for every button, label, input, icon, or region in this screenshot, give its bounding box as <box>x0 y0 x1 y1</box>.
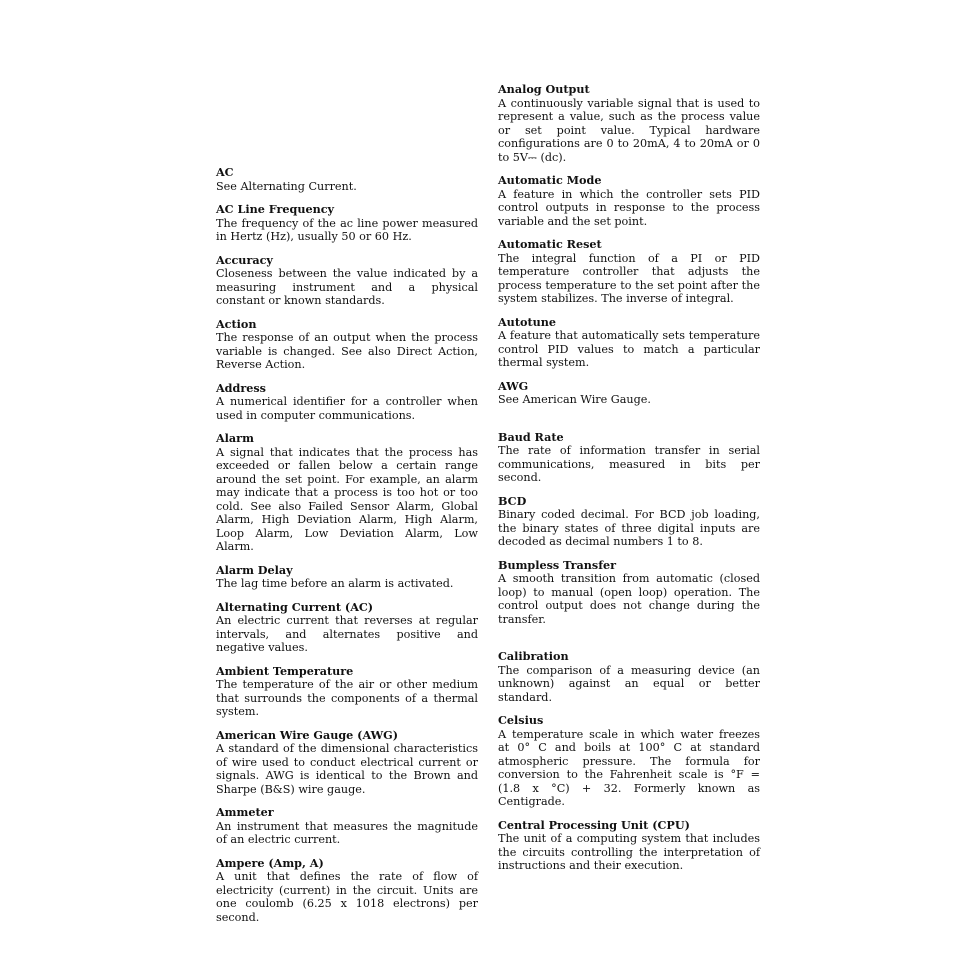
glossary-definition: Binary coded decimal. For BCD job loading, the binary states of three digital inputs are decoded as decimal numbers 1 to 8. <box>498 508 760 548</box>
glossary-term: Alarm <box>216 431 254 445</box>
glossary-entry <box>498 316 760 370</box>
glossary-entry <box>216 254 478 308</box>
glossary-definition: The frequency of the ac line power measured in Hertz (Hz), usually 50 or 60 Hz. <box>216 216 478 243</box>
glossary-definition: The temperature of the air or other medium that surrounds the components of a thermal system. <box>216 678 478 718</box>
glossary-entry <box>498 83 760 164</box>
glossary-entry <box>216 729 478 797</box>
glossary-term: Accuracy <box>216 252 273 267</box>
glossary-term: Analog Output <box>498 82 590 96</box>
glossary-term: Address <box>216 380 266 395</box>
glossary-definition: The comparison of a measuring device (an unknown) against an equal or better standard. <box>498 663 760 704</box>
glossary-definition: Closeness between the value indicated by a measuring instrument and a physical constant or known standards. <box>216 267 478 307</box>
glossary-term: Central Processing Unit (CPU) <box>498 817 690 832</box>
glossary-term: Automatic Reset <box>498 237 602 251</box>
glossary-definition: A signal that indicates that the process has exceeded or fallen below a certain range around the set point. For example, an alarm may indicate that a process is too hot or too cold. See also Failed Sensor Alarm, Global Alarm, High Deviation Alarm, High Alarm, Loop Alarm, Low Deviation Alarm, Low Alarm. <box>216 445 478 553</box>
glossary-definition: A feature that automatically sets temperature control PID values to match a particular thermal system. <box>498 329 760 369</box>
glossary-definition: The lag time before an alarm is activated. <box>216 577 454 590</box>
glossary-entry <box>498 380 760 407</box>
glossary-entry <box>498 238 760 306</box>
glossary-definition: A temperature scale in which water freezes at 0° C and boils at 100° C at standard atmospheric pressure. The formula for conversion to the Fahrenheit scale is °F = (1.8 x °C) + 32. Formerly known as Centigrade. <box>498 727 760 808</box>
glossary-term: Alternating Current (AC) <box>216 599 374 614</box>
glossary-entry <box>498 495 760 549</box>
glossary-entry <box>216 665 478 719</box>
glossary-definition: A standard of the dimensional characteristics of wire used to conduct electrical current or signals. AWG is identical to the Brown and Sharpe (B&S) wire gauge. <box>216 742 478 796</box>
glossary-entry <box>216 166 478 193</box>
glossary-entry <box>498 431 760 485</box>
glossary-term: Ambient Temperature <box>216 663 354 678</box>
glossary-term: Alarm Delay <box>216 562 293 577</box>
glossary-definition: A feature in which the controller sets PID control outputs in response to the process variable and the set point. <box>498 187 760 228</box>
glossary-entry <box>498 650 760 704</box>
glossary-definition: See American Wire Gauge. <box>498 393 651 406</box>
glossary-term: Calibration <box>498 649 569 663</box>
glossary-entry <box>498 174 760 228</box>
glossary-entry <box>216 601 478 655</box>
glossary-entry <box>216 806 478 847</box>
glossary-definition: A continuously variable signal that is used to represent a value, such as the process value or set point value. Typical hardware configurations are 0 to 20mA, 4 to 20mA or 0 to 5V⎓ (dc). <box>498 96 760 164</box>
glossary-term: Celsius <box>498 713 544 727</box>
glossary-term: Action <box>216 316 257 331</box>
glossary-definition: The response of an output when the process variable is changed. See also Direct Action, Reverse Action. <box>216 331 478 371</box>
glossary-definition: An electric current that reverses at regular intervals, and alternates positive and negative values. <box>216 614 478 654</box>
glossary-entry <box>216 564 478 591</box>
glossary-term: AWG <box>498 378 529 393</box>
glossary-definition: A smooth transition from automatic (closed loop) to manual (open loop) operation. The control output does not change during the transfer. <box>498 572 760 626</box>
glossary-term: AC Line Frequency <box>216 202 335 216</box>
glossary-definition: The integral function of a PI or PID temperature controller that adjusts the process temperature to the set point after the system stabilizes. The inverse of integral. <box>498 251 760 305</box>
glossary-entry <box>498 819 760 873</box>
glossary-entry <box>216 203 478 244</box>
glossary-definition: A unit that defines the rate of flow of electricity (current) in the circuit. Units are one coulomb (6.25 x 1018 electrons) per second. <box>216 870 478 924</box>
glossary-entry <box>498 559 760 627</box>
glossary-term: AC <box>216 165 234 179</box>
glossary-definition: The rate of information transfer in serial communications, measured in bits per second. <box>498 444 760 484</box>
glossary-term: Ammeter <box>216 805 274 819</box>
glossary-definition: A numerical identifier for a controller when used in computer communications. <box>216 395 478 422</box>
glossary-definition: See Alternating Current. <box>216 179 357 193</box>
glossary-term: BCD <box>498 493 527 508</box>
glossary-column-right <box>498 83 760 873</box>
glossary-term: Baud Rate <box>498 429 564 444</box>
glossary-entry <box>216 857 478 925</box>
glossary-entry <box>216 382 478 423</box>
glossary-term: Bumpless Transfer <box>498 557 617 572</box>
glossary-definition: The unit of a computing system that includes the circuits controlling the interpretation of instructions and their execution. <box>498 832 760 872</box>
glossary-entry <box>216 318 478 372</box>
glossary-term: Ampere (Amp, A) <box>216 855 324 870</box>
glossary-term: Automatic Mode <box>498 173 602 187</box>
glossary-column-left <box>216 166 478 924</box>
glossary-entry <box>216 432 478 554</box>
glossary-entry <box>498 714 760 809</box>
glossary-definition: An instrument that measures the magnitude of an electric current. <box>216 819 478 846</box>
glossary-term: American Wire Gauge (AWG) <box>216 727 398 742</box>
glossary-term: Autotune <box>498 314 556 329</box>
